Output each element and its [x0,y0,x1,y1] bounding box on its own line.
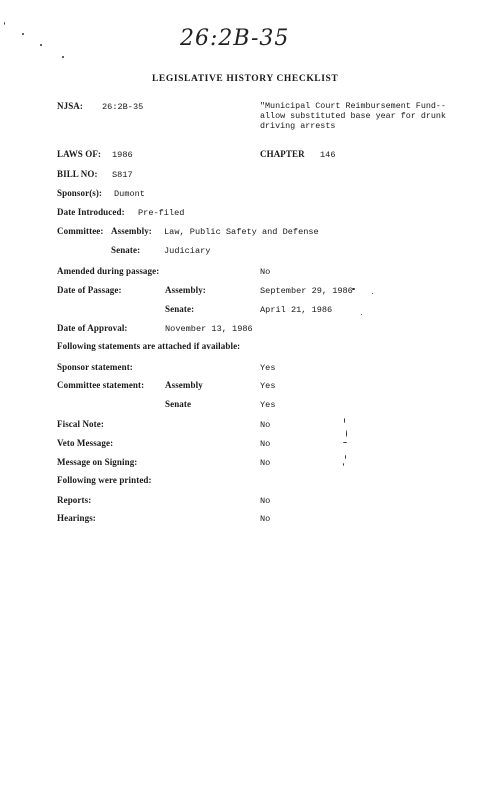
amended-value: No [260,267,271,277]
committee-label: Committee: [57,226,104,236]
committee-statement-assembly-value: Yes [260,381,276,391]
committee-assembly-label: Assembly: [111,226,152,236]
passage-assembly-label: Assembly: [165,285,206,295]
approval-value: November 13, 1986 [165,324,253,334]
scan-speck [345,455,346,459]
scan-speck [343,463,344,466]
scan-speck [22,33,24,35]
veto-message-label: Veto Message: [57,438,114,448]
reports-value: No [260,496,271,506]
scan-speck [372,293,373,294]
hearings-value: No [260,514,271,524]
scan-speck [361,314,362,315]
amended-label: Amended during passage: [57,266,160,276]
committee-senate-value: Judiciary [164,246,211,256]
date-introduced-label: Date Introduced: [57,207,125,217]
hearings-label: Hearings: [57,513,96,523]
document-title: LEGISLATIVE HISTORY CHECKLIST [152,74,339,84]
veto-message-value: No [260,439,271,449]
printed-heading: Following were printed: [57,475,152,485]
njsa-label: NJSA: [57,101,84,111]
reports-label: Reports: [57,495,92,505]
committee-statement-assembly-label: Assembly [165,380,203,390]
scan-speck [62,56,64,58]
sponsor-statement-label: Sponsor statement: [57,362,133,372]
committee-statement-label: Committee statement: [57,380,145,390]
committee-senate-label: Senate: [111,245,141,255]
passage-label: Date of Passage: [57,285,122,295]
njsa-value: 26:2B-35 [102,102,144,112]
handwritten-statute-number: 26:2B-35 [180,26,290,51]
bill-no-label: BILL NO: [57,169,98,179]
scan-speck [40,44,42,46]
sponsors-value: Dumont [114,189,145,199]
laws-of-value: 1986 [112,150,133,160]
passage-senate-value: April 21, 1986 [260,305,333,315]
scan-speck [343,442,347,443]
scan-speck [344,418,345,423]
committee-statement-senate-label: Senate [165,399,192,409]
law-description: "Municipal Court Reimbursement Fund--allow substituted base year for drunk driving arrests [260,101,446,131]
sponsors-label: Sponsor(s): [57,188,103,198]
passage-senate-label: Senate: [165,304,195,314]
laws-of-label: LAWS OF: [57,149,102,159]
passage-assembly-value: September 29, 1986 [260,286,353,296]
chapter-label: CHAPTER [260,149,305,159]
fiscal-note-value: No [260,420,271,430]
sponsor-statement-value: Yes [260,363,276,373]
fiscal-note-label: Fiscal Note: [57,419,104,429]
committee-assembly-value: Law, Public Safety and Defense [164,227,319,237]
scan-speck [4,22,5,25]
message-on-signing-value: No [260,458,271,468]
attached-statements-heading: Following statements are attached if available: [57,341,241,351]
approval-label: Date of Approval: [57,323,128,333]
date-introduced-value: Pre-filed [138,208,185,218]
chapter-value: 146 [320,150,336,160]
scan-speck [346,430,347,437]
bill-no-value: S817 [112,170,133,180]
committee-statement-senate-value: Yes [260,400,276,410]
message-on-signing-label: Message on Signing: [57,457,138,467]
